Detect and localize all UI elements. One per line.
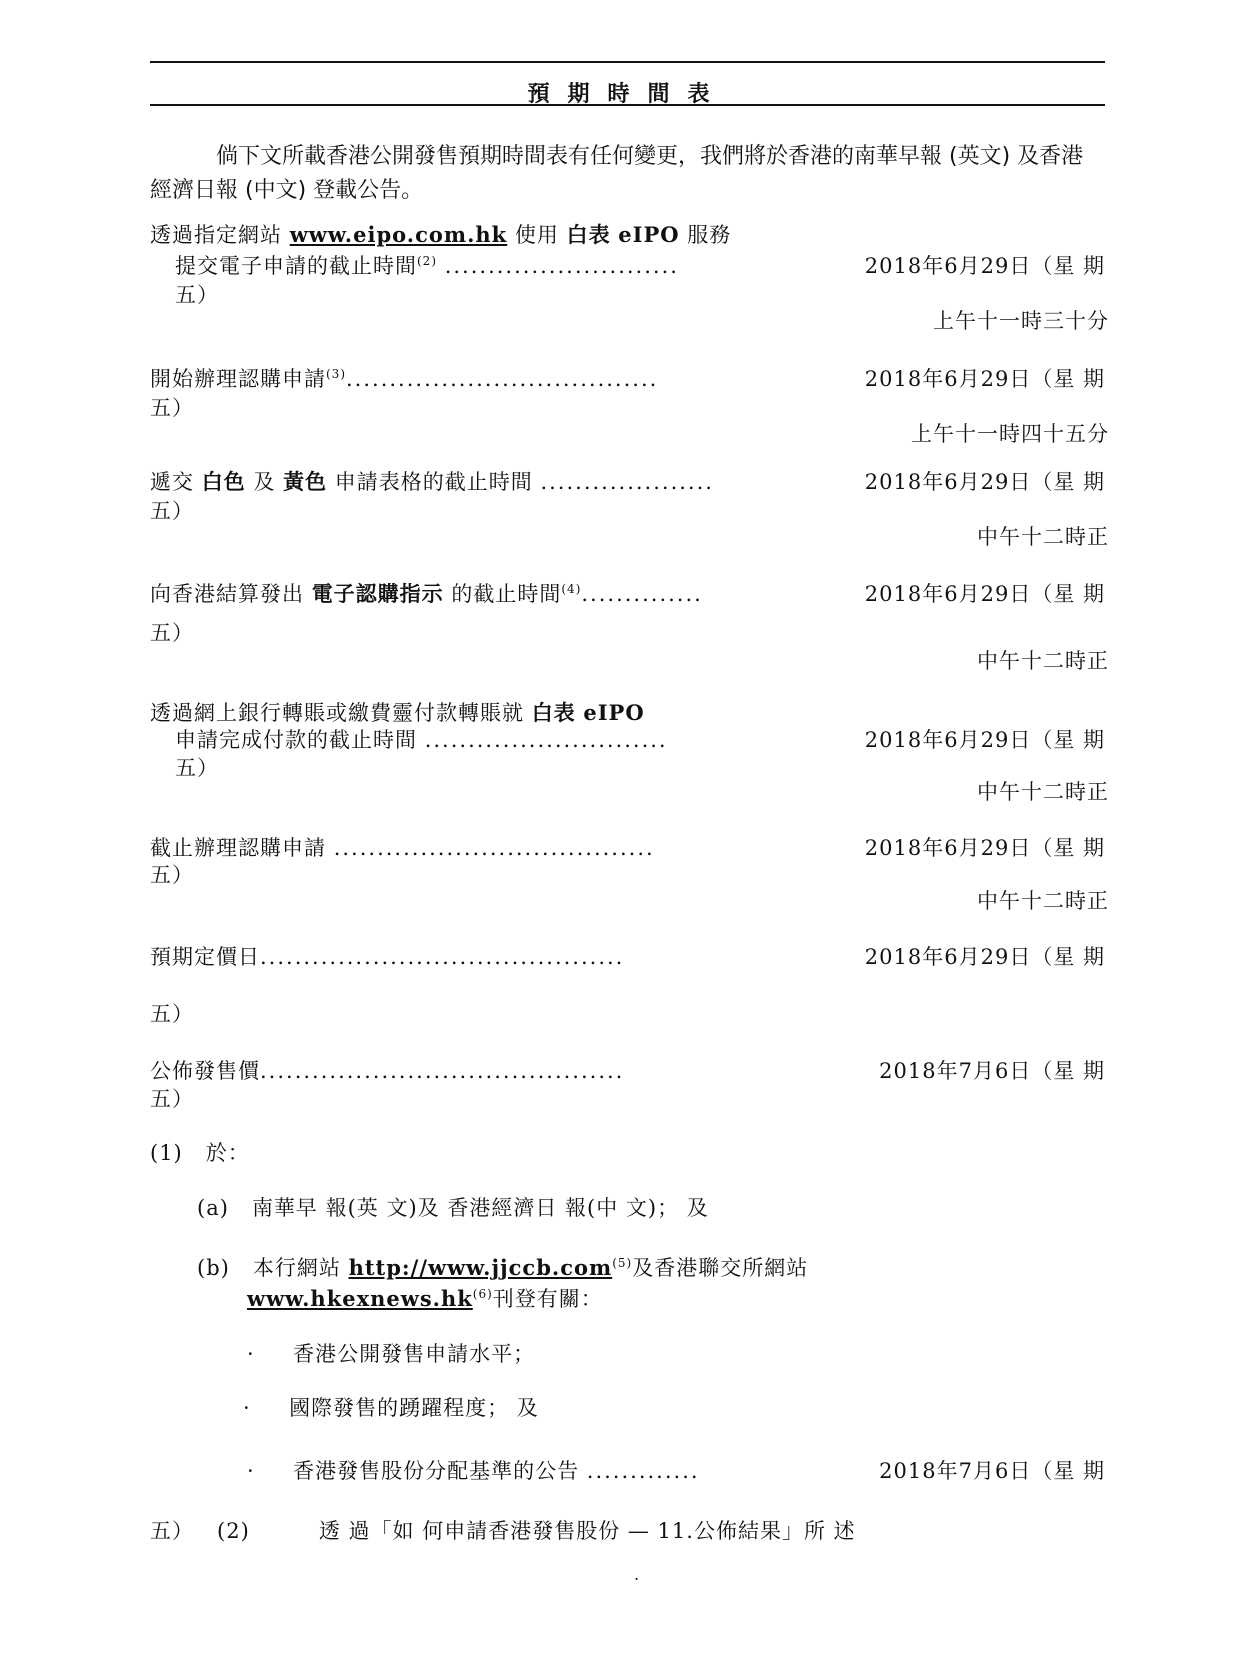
- row-payment-date: 2018年6月29日（星 期: [864, 728, 1105, 752]
- bullet-item-3: [247, 1455, 700, 1485]
- footnote-ref-6: (6): [472, 1287, 493, 1301]
- row-start-label: 開始辦理認購申請: [150, 367, 326, 391]
- yellow-form-label: 黃色: [283, 470, 328, 494]
- note-b-text2: 及香港聯交所網站: [632, 1256, 809, 1280]
- leader-dots: ....................................: [346, 367, 659, 391]
- row-payment-text-line2: 申請完成付款的截止時間: [175, 728, 417, 752]
- note-2-number: (2): [217, 1519, 250, 1543]
- row-form-text-b: 及: [253, 470, 276, 494]
- note-1-number: (1): [150, 1141, 183, 1165]
- note-2-line: [150, 1515, 856, 1545]
- intro-text: 倘下文所載香港公開發售預期時間表有任何變更，我們將於香港的南華早報 (英文) 及香港經濟日報 (中文) 登載公告。: [150, 144, 1084, 203]
- leader-dots: .............: [586, 1459, 700, 1483]
- row-announce-cont: 五）: [150, 1087, 194, 1111]
- note-2-prefix: 五）: [150, 1519, 194, 1543]
- note-a-text: 南華早 報(英 文)及 香港經濟日 報(中 文)； 及: [251, 1196, 709, 1220]
- note-b-number: (b): [197, 1256, 230, 1280]
- bullet-1-text: 香港公開發售申請水平；: [293, 1342, 536, 1366]
- row-ccass-text-b: 的截止時間: [451, 582, 562, 606]
- row-eipo-line2: [175, 250, 679, 280]
- footnote-ref-2: (2): [417, 254, 437, 268]
- white-form-label: 白表: [531, 701, 576, 725]
- leader-dots: ..............: [581, 582, 703, 606]
- row-payment-text-a: 透過網上銀行轉賬或繳費靈付款轉賬就: [150, 701, 524, 725]
- leader-dots: ...........................: [444, 254, 679, 278]
- row-close-application: [150, 832, 655, 862]
- electronic-instruction-label: 電子認購指示: [311, 582, 444, 606]
- page-footer-mark: .: [634, 1565, 640, 1584]
- bullet-icon: ·: [243, 1396, 251, 1420]
- leader-dots: ....................: [540, 470, 714, 494]
- row-close-label: 截止辦理認購申請: [150, 836, 326, 860]
- bullet-item-1: [247, 1338, 535, 1368]
- row-start-date: 2018年6月29日（星 期: [864, 367, 1105, 391]
- row-start-cont: 五）: [150, 396, 194, 420]
- row-eipo-line1: [150, 219, 731, 249]
- row-payment-line3: 五）: [175, 756, 219, 780]
- row-pricing-cont: 五）: [150, 1002, 194, 1026]
- jjccb-website-link[interactable]: http://www.jjccb.com: [348, 1255, 613, 1280]
- row-announce-price: [150, 1055, 624, 1085]
- bullet-icon: ·: [247, 1342, 255, 1366]
- note-b-line2: [247, 1283, 603, 1313]
- white-form-label: 白表: [566, 223, 611, 247]
- note-a-number: (a): [197, 1196, 229, 1220]
- bullet-3-date: 2018年7月6日（星 期: [879, 1459, 1105, 1483]
- eipo-label: eIPO: [618, 222, 680, 247]
- row-close-date: 2018年6月29日（星 期: [864, 836, 1105, 860]
- row-close-time: 中午十二時正: [977, 889, 1109, 913]
- footnote-ref-3: (3): [326, 367, 346, 381]
- eipo-link[interactable]: www.eipo.com.hk: [289, 222, 508, 247]
- row-ccass-instruction: [150, 578, 703, 608]
- hkexnews-link[interactable]: www.hkexnews.hk: [247, 1286, 473, 1311]
- row-eipo-time: 上午十一時三十分: [933, 309, 1109, 333]
- row-form-time: 中午十二時正: [977, 525, 1109, 549]
- row-eipo-date: 2018年6月29日（星 期: [864, 254, 1105, 278]
- row-eipo-text-a: 透過指定網站: [150, 223, 282, 247]
- row-eipo-text-line2: 提交電子申請的截止時間: [175, 254, 417, 278]
- row-ccass-cont: 五）: [150, 621, 194, 645]
- leader-dots: .....................................: [333, 836, 655, 860]
- row-payment-line2: [175, 724, 668, 754]
- row-start-time: 上午十一時四十五分: [911, 422, 1109, 446]
- row-eipo-text-b: 使用: [514, 223, 559, 247]
- bullet-icon: ·: [247, 1459, 255, 1483]
- note-1-text: 於：: [205, 1141, 250, 1165]
- footnote-ref-5: (5): [612, 1256, 633, 1270]
- bullet-2-text: 國際發售的踴躍程度； 及: [289, 1396, 539, 1420]
- note-b-line1: [197, 1252, 808, 1282]
- intro-paragraph: [150, 140, 1105, 208]
- page-title: 預期時間表: [527, 82, 728, 104]
- row-ccass-date: 2018年6月29日（星 期: [864, 582, 1105, 606]
- bullet-item-2: [243, 1392, 539, 1422]
- bullet-3-text: 香港發售股份分配基準的公告: [293, 1459, 580, 1483]
- row-announce-date: 2018年7月6日（星 期: [879, 1059, 1105, 1083]
- note-a: [197, 1192, 709, 1222]
- leader-dots: ..........................................: [260, 1059, 625, 1083]
- note-1: [150, 1137, 250, 1167]
- leader-dots: ............................: [424, 728, 668, 752]
- leader-dots: ..........................................: [260, 945, 625, 969]
- note-2-text: 透 過「如 何申請香港發售股份 — 11.公佈結果」所 述: [318, 1519, 856, 1543]
- row-start-application: [150, 363, 658, 393]
- footnote-ref-4: (4): [561, 582, 582, 596]
- row-form-text-a: 遞交: [150, 470, 194, 494]
- eipo-label: eIPO: [583, 700, 645, 725]
- row-form-deadline: [150, 466, 714, 496]
- row-pricing-date: [150, 941, 624, 971]
- row-close-cont: 五）: [150, 863, 194, 887]
- row-ccass-text-a: 向香港結算發出: [150, 582, 304, 606]
- white-form-label: 白色: [201, 470, 246, 494]
- row-ccass-time: 中午十二時正: [977, 649, 1109, 673]
- row-form-text-c: 申請表格的截止時間: [334, 470, 533, 494]
- note-b-text3: 刊登有關：: [492, 1287, 603, 1311]
- row-form-date: 2018年6月29日（星 期: [864, 470, 1105, 494]
- top-rule: [150, 61, 1105, 63]
- row-announce-label: 公佈發售價: [150, 1059, 260, 1083]
- row-payment-line1: [150, 697, 645, 727]
- title-underline: [150, 104, 1105, 106]
- row-payment-time: 中午十二時正: [977, 780, 1109, 804]
- row-pricing-date-value: 2018年6月29日（星 期: [864, 945, 1105, 969]
- row-pricing-label: 預期定價日: [150, 945, 260, 969]
- row-eipo-line3: 五）: [175, 283, 219, 307]
- note-b-text1: 本行網站: [252, 1256, 341, 1280]
- row-form-cont: 五）: [150, 499, 194, 523]
- row-eipo-text-c: 服務: [687, 223, 732, 247]
